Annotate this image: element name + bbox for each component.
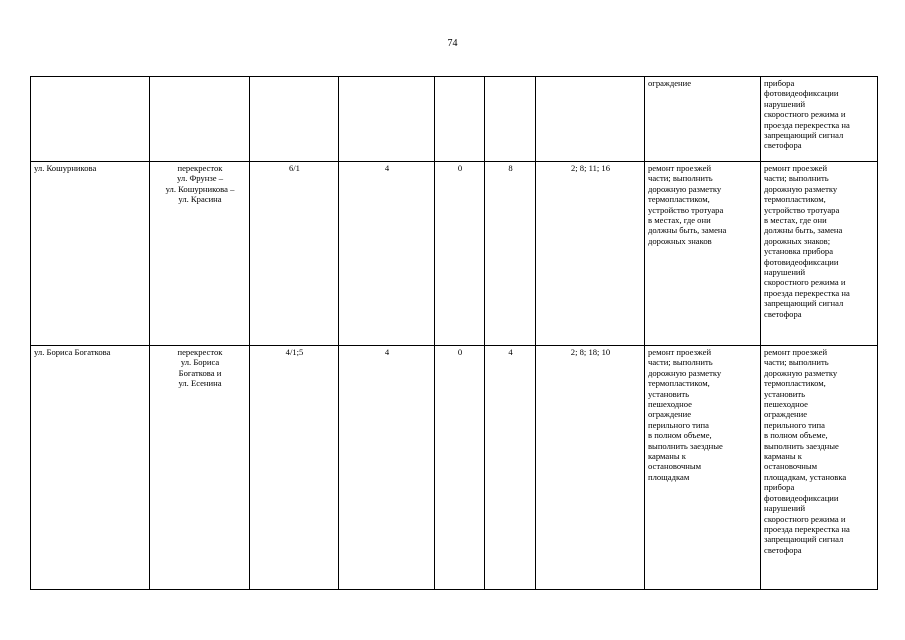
measures-cell: ремонт проезжей части; выполнить дорожную разметку термопластиком, устройство тротуара в местах, где они должны быть, замена дорожных знаков; установка прибора фотовидеофиксации нарушений скоростного режима и проезда перекрестка на запрещающий сигнал светофора xyxy=(761,162,878,346)
count-cell: 4 xyxy=(339,162,435,346)
count-cell xyxy=(435,77,485,162)
routes-cell xyxy=(536,77,645,162)
count-cell xyxy=(485,77,536,162)
section-cell: 6/1 xyxy=(250,162,339,346)
location-cell: перекресток ул. Фрунзе – ул. Кошурникова – ул. Красина xyxy=(150,162,250,346)
location-cell: перекресток ул. Бориса Богаткова и ул. Есенина xyxy=(150,346,250,590)
street-cell: ул. Кошурникова xyxy=(31,162,150,346)
page-number: 74 xyxy=(447,38,458,49)
table-row xyxy=(31,162,878,346)
routes-cell: 2; 8; 11; 16 xyxy=(536,162,645,346)
count-cell: 4 xyxy=(485,346,536,590)
section-cell xyxy=(250,77,339,162)
measures-cell: прибора фотовидеофиксации нарушений скоростного режима и проезда перекрестка на запрещающий сигнал светофора xyxy=(761,77,878,162)
data-table xyxy=(30,76,878,590)
measures-cell: ремонт проезжей части; выполнить дорожную разметку термопластиком, установить пешеходное ограждение перильного типа в полном объеме, выполнить заездные карманы к остановочным площадкам xyxy=(645,346,761,590)
measures-cell: ремонт проезжей части; выполнить дорожную разметку термопластиком, установить пешеходное ограждение перильного типа в полном объеме, выполнить заездные карманы к остановочным площадкам, установка прибора фотовидеофиксации нарушений скоростного режима и проезда перекрестка на запрещающий сигнал светофора xyxy=(761,346,878,590)
table-row xyxy=(31,77,878,162)
count-cell: 0 xyxy=(435,162,485,346)
street-cell: ул. Бориса Богаткова xyxy=(31,346,150,590)
location-cell xyxy=(150,77,250,162)
count-cell xyxy=(339,77,435,162)
section-cell: 4/1;5 xyxy=(250,346,339,590)
street-cell xyxy=(31,77,150,162)
measures-cell: ограждение xyxy=(645,77,761,162)
count-cell: 8 xyxy=(485,162,536,346)
count-cell: 4 xyxy=(339,346,435,590)
table-row xyxy=(31,346,878,590)
count-cell: 0 xyxy=(435,346,485,590)
measures-cell: ремонт проезжей части; выполнить дорожную разметку термопластиком, устройство тротуара в местах, где они должны быть, замена дорожных знаков xyxy=(645,162,761,346)
routes-cell: 2; 8; 18; 10 xyxy=(536,346,645,590)
